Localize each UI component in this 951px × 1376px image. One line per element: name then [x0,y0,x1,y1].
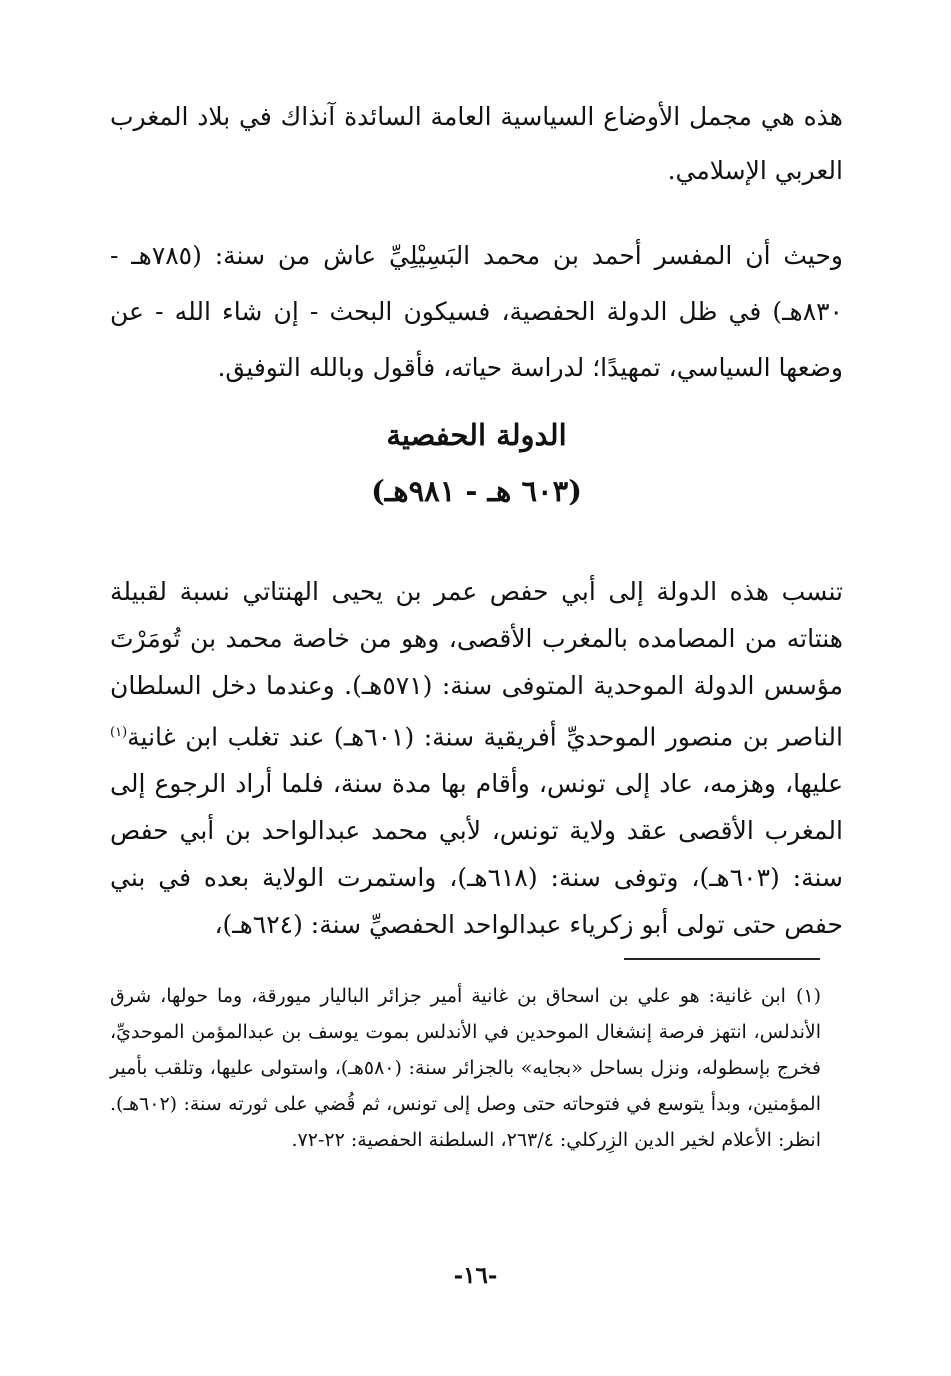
hafsid-text-part-2: عليها، وهزمه، عاد إلى تونس، وأقام بها مدة سنة، فلما أراد الرجوع إلى المغرب الأقصى عقد ولاية تونس، لأبي محمد عبدالواحد بن أبي حفص سنة: (٦٠٣هـ)، وتوفى سنة: (٦١٨هـ)، واستمرت الولاية بعده في بني حفص حتى تولى أبو زكرياء عبدالواحد الحفصيِّ سنة: (٦٢٤هـ)، [110,769,843,940]
intro-text: هذه هي مجمل الأوضاع السياسية العامة السائدة آنذاك في بلاد المغرب العربي الإسلامي. [110,102,843,185]
hafsid-text [110,568,843,948]
mufassir-text: وحيث أن المفسر أحمد بن محمد البَسِيْلِيِّ عاش من سنة: (٧٨٥هـ - ٨٣٠هـ) في ظل الدولة الحفصية، فسيكون البحث - إن شاء الله - عن وضعها السياسي، تمهيدًا؛ لدراسة حياته، فأقول وبالله التوفيق. [110,241,843,382]
footnote-text: ابن غانية: هو علي بن اسحاق بن غانية أمير جزائر الباليار ميورقة، وما حولها، شرق الأندلس، انتهز فرصة إنشغال الموحدين في الأندلس بموت يوسف بن عبدالمؤمن الموحديِّ، فخرج بإسطوله، ونزل بساحل «بجايه» بالجزائر سنة: (٥٨٠هـ)، واستولى عليها، وتلقب بأمير المؤمنين، وبدأ يتوسع في فتوحاته حتى وصل إلى تونس، ثم قُضي على ثورته سنة: (٦٠٢هـ). انظر: الأعلام لخير الدين الزِركلي: ٢٦٣/٤، السلطنة الحفصية: ٢٢-٧٢. [110,985,821,1151]
hafsid-paragraph [110,568,843,948]
mufassir-paragraph [110,228,843,396]
footnote-number: (١) [795,985,821,1007]
section-heading-dates: (٦٠٣ هـ - ٩٨١هـ) [371,474,582,508]
hafsid-text-part-1: تنسب هذه الدولة إلى أبي حفص عمر بن يحيى الهنتاتي نسبة لقبيلة هنتاته من المصامده بالمغرب الأقصى، وهو من خاصة محمد بن تُومَرْتَ مؤسس الدولة الموحدية المتوفى سنة: (٥٧١هـ). وعندما دخل السلطان الناصر بن منصور الموحديِّ أفريقية سنة: (٦٠١هـ) عند تغلب ابن غانية [110,577,843,752]
intro-paragraph [110,90,843,198]
footnote [110,978,821,1158]
section-heading-title: الدولة الحفصية [386,418,567,452]
page-number: -١٦- [453,1262,498,1289]
footnote-separator [624,958,820,960]
footnote-reference: (١) [110,725,128,740]
